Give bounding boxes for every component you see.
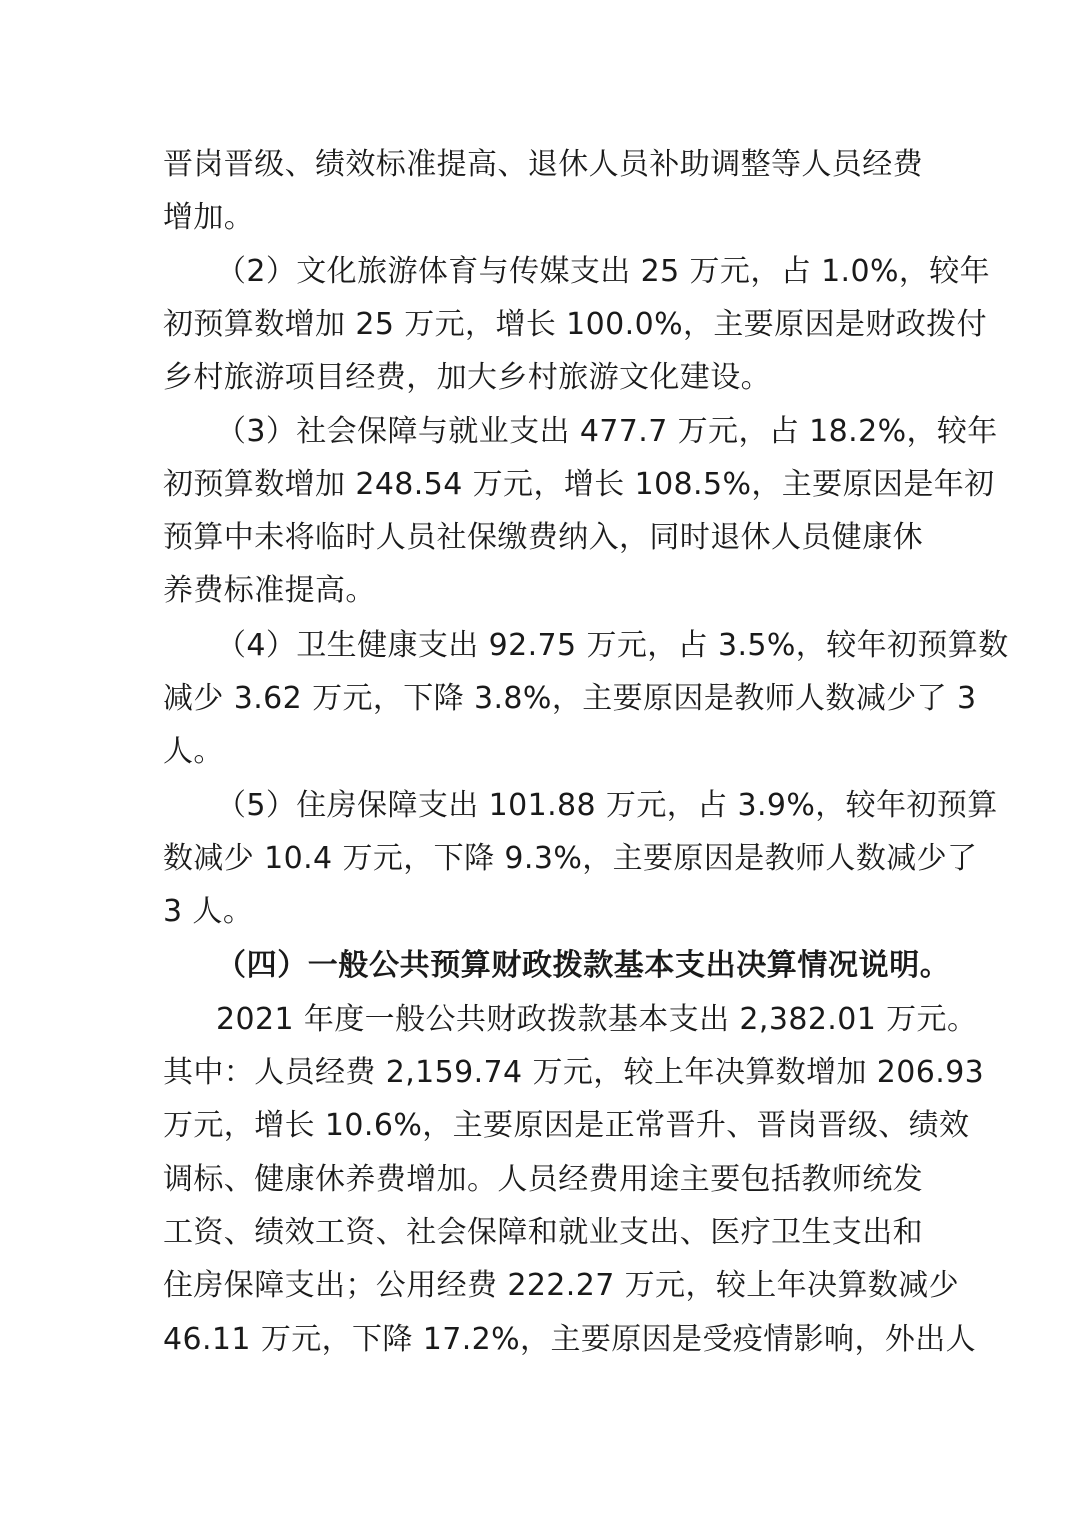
paragraph-line: 调标、健康休养费增加。人员经费用途主要包括教师统发 bbox=[163, 1162, 923, 1197]
paragraph-line: 万元，增长 10.6%，主要原因是正常晋升、晋岗晋级、绩效 bbox=[163, 1108, 970, 1143]
paragraph-line: （3）社会保障与就业支出 477.7 万元，占 18.2%，较年 bbox=[216, 414, 998, 449]
paragraph-line: 3 人。 bbox=[163, 894, 254, 929]
paragraph-line: （4）卫生健康支出 92.75 万元，占 3.5%，较年初预算数 bbox=[216, 628, 1009, 663]
paragraph-line: 晋岗晋级、绩效标准提高、退休人员补助调整等人员经费 bbox=[163, 147, 923, 182]
paragraph-line: 数减少 10.4 万元，下降 9.3%，主要原因是教师人数减少了 bbox=[163, 841, 978, 876]
paragraph-line: 人。 bbox=[163, 734, 224, 769]
paragraph-line: （2）文化旅游体育与传媒支出 25 万元，占 1.0%，较年 bbox=[216, 254, 991, 289]
paragraph-line: 预算中未将临时人员社保缴费纳入，同时退休人员健康休 bbox=[163, 520, 923, 555]
paragraph-line: 工资、绩效工资、社会保障和就业支出、医疗卫生支出和 bbox=[163, 1215, 923, 1250]
paragraph-line: 养费标准提高。 bbox=[163, 573, 376, 608]
paragraph-line: 初预算数增加 25 万元，增长 100.0%，主要原因是财政拨付 bbox=[163, 307, 987, 342]
paragraph-line: 其中：人员经费 2,159.74 万元，较上年决算数增加 206.93 bbox=[163, 1055, 985, 1090]
paragraph-line: 2021 年度一般公共财政拨款基本支出 2,382.01 万元。 bbox=[216, 1002, 978, 1037]
paragraph-line: 46.11 万元，下降 17.2%，主要原因是受疫情影响，外出人 bbox=[163, 1322, 977, 1357]
paragraph-line: 减少 3.62 万元，下降 3.8%，主要原因是教师人数减少了 3 bbox=[163, 681, 977, 716]
paragraph-line: 初预算数增加 248.54 万元，增长 108.5%，主要原因是年初 bbox=[163, 467, 995, 502]
paragraph-line: 增加。 bbox=[163, 200, 255, 235]
paragraph-line: 住房保障支出；公用经费 222.27 万元，较上年决算数减少 bbox=[163, 1268, 960, 1303]
paragraph-line: （5）住房保障支出 101.88 万元，占 3.9%，较年初预算 bbox=[216, 788, 998, 823]
section-heading: （四）一般公共预算财政拨款基本支出决算情况说明。 bbox=[216, 948, 951, 983]
paragraph-line: 乡村旅游项目经费，加大乡村旅游文化建设。 bbox=[163, 360, 771, 395]
